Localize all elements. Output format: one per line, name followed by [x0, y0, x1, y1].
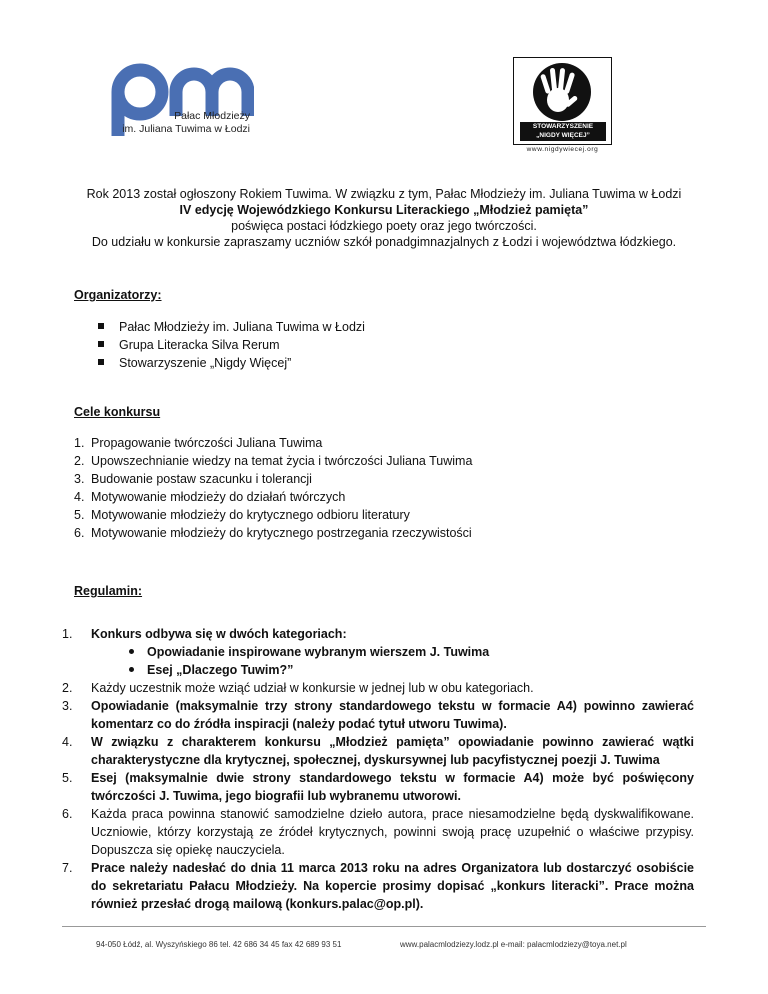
pm-logo-line1: Pałac Młodzieży — [174, 110, 250, 122]
list-item: Pałac Młodzieży im. Juliana Tuwima w Łodzi — [96, 318, 365, 336]
footer-divider — [62, 926, 706, 927]
rules-list — [62, 625, 694, 913]
rules-title: Regulamin: — [74, 584, 143, 598]
rule-6: 6. Każda praca powinna stanowić samodzielne dzieło autora, prace niesamodzielne będą dyskwalifikowane. Uczniowie, którzy korzystają ze źródeł krytycznych, powinni swoją pracę uzupełnić o właściwe przypisy. Dopuszcza się opiekę nauczyciela. — [62, 807, 694, 857]
rule-3: 3. Opowiadanie (maksymalnie trzy strony standardowego tekstu w formacie A4) powinno zawierać komentarz co do źródła inspiracji (należy podać tytuł utworu Tuwima). — [62, 699, 694, 731]
list-item: Stowarzyszenie „Nigdy Więcej” — [96, 354, 365, 372]
list-item: 3. Budowanie postaw szacunku i tolerancji — [74, 472, 312, 486]
list-item: 5. Motywowanie młodzieży do krytycznego odbioru literatury — [74, 508, 410, 522]
ng-logo-url: www.nigdywiecej.org — [526, 146, 599, 153]
hand-circle-icon — [514, 58, 611, 122]
ng-logo-box — [513, 57, 612, 145]
rule-1-categories — [91, 643, 694, 679]
nigdy-wiecej-logo — [513, 57, 612, 158]
intro-line1: Rok 2013 został ogłoszony Rokiem Tuwima. W związku z tym, Pałac Młodzieży im. Juliana Tuwima w Łodzi — [86, 187, 682, 201]
rule-7: 7. Prace należy nadesłać do dnia 11 marca 2013 roku na adres Organizatora lub dostarczyć osobiście do sekretariatu Pałacu Młodzieży. Na kopercie prosimy dopisać „konkurs literacki”. Prace można również przesłać drogą mailową (konkurs.palac@op.pl). — [62, 861, 694, 911]
rule-1: 1. Konkurs odbywa się w dwóch kategoriach: Opowiadanie inspirowane wybranym wierszem J. Tuwima Esej „Dlaczego Tuwim?” — [62, 625, 694, 679]
list-item: Opowiadanie inspirowane wybranym wierszem J. Tuwima — [125, 643, 694, 661]
list-item: Grupa Literacka Silva Rerum — [96, 336, 365, 354]
list-item: 1. Propagowanie twórczości Juliana Tuwima — [74, 436, 323, 450]
ng-logo-label — [520, 122, 606, 141]
footer-address: 94-050 Łódź, al. Wyszyńskiego 86 tel. 42 686 34 45 fax 42 689 93 51 — [96, 940, 342, 949]
list-item: 4. Motywowanie młodzieży do działań twórczych — [74, 490, 346, 504]
organizers-list — [96, 318, 365, 372]
list-item: Esej „Dlaczego Tuwim?” — [125, 661, 694, 679]
organizers-title: Organizatorzy: — [74, 288, 162, 302]
list-item: 2. Upowszechnianie wiedzy na temat życia i twórczości Juliana Tuwima — [74, 454, 473, 468]
ng-logo-line2: „NIGDY WIĘCEJ” — [536, 132, 590, 139]
rule-5: 5. Esej (maksymalnie dwie strony standardowego tekstu w formacie A4) może być poświęcony twórczości J. Tuwima, jego biografii lub wybranemu utworowi. — [62, 771, 694, 803]
intro-paragraph — [40, 186, 728, 250]
goals-title: Cele konkursu — [74, 405, 161, 419]
pm-logo-caption — [100, 110, 250, 136]
rule-4: 4. W związku z charakterem konkursu „Młodzież pamięta” opowiadanie powinno zawierać wątki charakterystyczne dla krytycznej, społecznej, dyskursywnej lub pacyfistycznej poezji J. Tuwima — [62, 735, 694, 767]
footer-contact: www.palacmlodziezy.lodz.pl e-mail: palacmlodziezy@toya.net.pl — [400, 940, 627, 949]
list-item: 6. Motywowanie młodzieży do krytycznego postrzegania rzeczywistości — [74, 526, 472, 540]
ng-logo-line1: STOWARZYSZENIE — [532, 123, 594, 130]
goals-list — [74, 434, 472, 542]
rule-2: 2. Każdy uczestnik może wziąć udział w konkursie w jednej lub w obu kategoriach. — [62, 681, 534, 695]
intro-line4: Do udziału w konkursie zapraszamy uczniów szkół ponadgimnazjalnych z Łodzi i województwa łódzkiego. — [91, 235, 677, 249]
intro-line3: poświęca postaci łódzkiego poety oraz jego twórczości. — [231, 219, 537, 233]
pm-logo-line2: im. Juliana Tuwima w Łodzi — [122, 123, 250, 135]
intro-line2: IV edycję Wojewódzkiego Konkursu Literackiego „Młodzież pamięta” — [179, 203, 589, 217]
